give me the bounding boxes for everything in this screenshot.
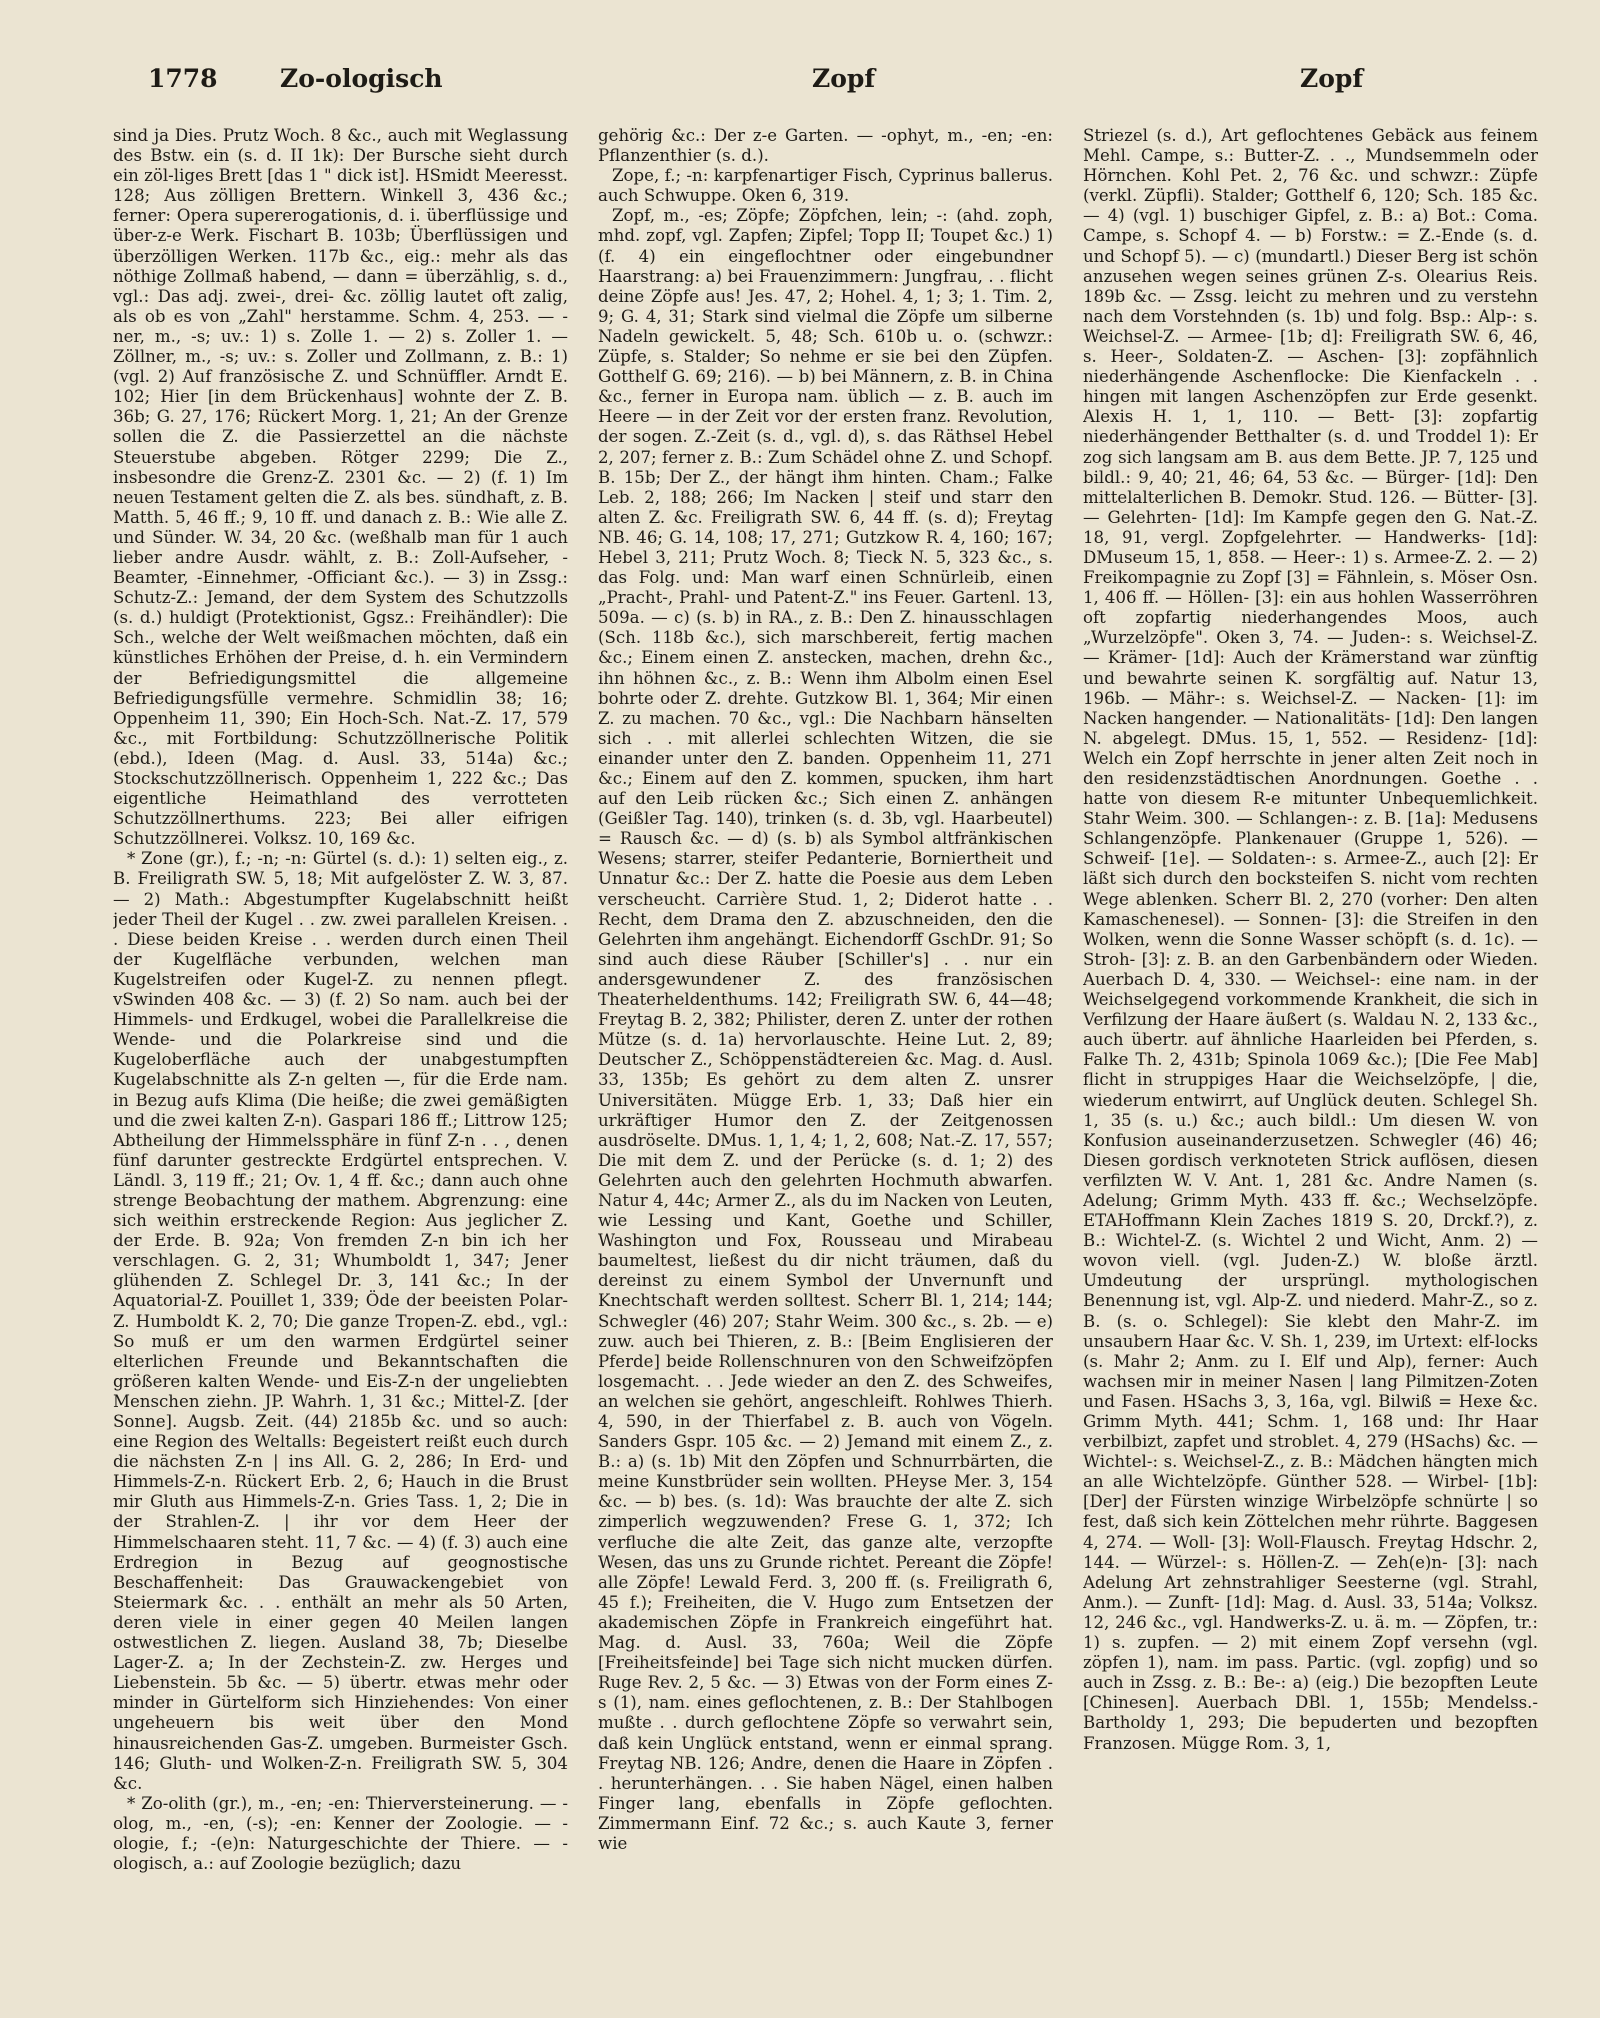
page-number: 1778 bbox=[148, 64, 218, 93]
entry-paragraph: Striezel (s. d.), Art geflochtenes Gebäck aus feinem Mehl. Campe, s.: Butter-Z. . ., Mundsemmeln oder Hörnchen. Kohl Pet. 2, 76 &c. und schwzr.: Züpfe (verkl. Züpfli). Stalder; Gotthelf 6, 120; Sch. 185 &c. — 4) (vgl. 1) buschiger Gipfel, z. B.: a) Bot.: Coma. Campe, s. Schopf 4. — b) Forstw.: = Z.-Ende (s. d. und Schopf 5). — c) (mundartl.) Dieser Berg ist schön anzusehen wegen seines grünen Z-s. Olearius Reis. 189b &c. — Zssg. leicht zu mehren und zu verstehn nach dem Vorstehnden (s. 1b) und folg. Bsp.: Alp-: s. Weichsel-Z. — Armee- [1b; d]: Freiligrath SW. 6, 46, s. Heer-, Soldaten-Z. — Aschen- [3]: zopfähnlich niederhängende Aschenflocke: Die Kienfackeln . . hingen mit langen Aschenzöpfen zur Erde gesenkt. Alexis H. 1, 1, 110. — Bett- [3]: zopfartig niederhängender Betthalter (s. d. und Troddel 1): Er zog sich langsam am B. aus dem Bette. JP. 7, 125 und bildl.: 9, 40; 21, 46; 64, 53 &c. — Bürger- [1d]: Den mittelalterlichen B. Demokr. Stud. 126. — Bütter- [3]. — Gelehrten- [1d]: Im Kampfe gegen den G. Nat.-Z. 18, 91, vergl. Zopfgelehrter. — Handwerks- [1d]: DMuseum 15, 1, 858. — Heer-: 1) s. Armee-Z. 2. — 2) Freikompagnie zu Zopf [3] = Fähnlein, s. Möser Osn. 1, 406 ff. — Höllen- [3]: ein aus hohlen Wasserröhren oft zopfartig niederhangendes Moos, auch „Wurzelzöpfe". Oken 3, 74. — Juden-: s. Weichsel-Z. — Krämer- [1d]: Auch der Krämerstand war zünftig und bewahrte seinen K. sorgfältig auf. Natur 13, 196b. — Mähr-: s. Weichsel-Z. — Nacken- [1]: im Nacken hangender. — Nationalitäts- [1d]: Den langen N. abgelegt. DMus. 15, 1, 552. — Residenz- [1d]: Welch ein Zopf herrschte in jener alten Zeit noch in den residenzstädtischen Anordnungen. Goethe . . hatte von diesem R-e mitunter Unbequemlichkeit. Stahr Weim. 300. — Schlangen-: z. B. [1a]: Medusens Schlangenzöpfe. Plankenauer (Gruppe 1, 526). — Schweif- [1e]. — Soldaten-: s. Armee-Z., auch [2]: Er läßt sich durch den bocksteifen S. nicht vom rechten Wege ablenken. Scherr Bl. 2, 270 (vorher: Den alten Kamaschenesel). — Sonnen- [3]: die Streifen in den Wolken, wenn die Sonne Wasser schöpft (s. d. 1c). — Stroh- [3]: z. B. an den Garbenbändern oder Wieden. Auerbach D. 4, 330. — Weichsel-: eine nam. in der Weichselgegend vorkommende Krankheit, die sich in Verfilzung der Haare äußert (s. Waldau N. 2, 133 &c., auch übertr. auf ähnliche Haarleiden bei Pferden, s. Falke Th. 2, 431b; Spinola 1069 &c.); [Die Fee Mab] flicht in struppiges Haar die Weichselzöpfe, | die, wiederum entwirrt, auf Unglück deuten. Schlegel Sh. 1, 35 (s. u.) &c.; auch bildl.: Um diesen W. von Konfusion auseinanderzusetzen. Schwegler (46) 46; Diesen gordisch verknoteten Strick auflösen, diesen verfilzten W. V. Ant. 1, 281 &c. Andre Namen (s. Adelung; Grimm Myth. 433 ff. &c.; Wechselzöpfe. ETAHoffmann Klein Zaches 1819 S. 20, Drckf.?), z. B.: Wichtel-Z. (s. Wichtel 2 und Wicht, Anm. 2) — wovon viell. (vgl. Juden-Z.) W. bloße ärztl. Umdeutung der ursprüngl. mythologischen Benennung ist, vgl. Alp-Z. und niederd. Mahr-Z., so z. B. (s. o. Schlegel): Sie klebt den Mahr-Z. im unsaubern Haar &c. V. Sh. 1, 239, im Urtext: elf-locks (s. Mahr 2; Anm. zu I. Elf und Alp), ferner: Auch wachsen mir in meiner Nasen | lang Pilmitzen-Zoten und Fasen. HSachs 3, 3, 16a, vgl. Bilwiß = Hexe &c. Grimm Myth. 441; Schm. 1, 168 und: Ihr Haar verbilbizt, zapfet und stroblet. 4, 279 (HSachs) &c. — Wichtel-: s. Weichsel-Z., z. B.: Mädchen hängten mich an alle Wichtelzöpfe. Günther 528. — Wirbel- [1b]: [Der] der Fürsten winzige Wirbelzöpfe schnürte | so fest, daß sich kein Zöttelchen mehr rührte. Baggesen 4, 274. — Woll- [3]: Woll-Flausch. Freytag Hdschr. 2, 144. — Würzel-: s. Höllen-Z. — Zeh(e)n- [3]: nach Adelung Art zehnstrahliger Seesterne (vgl. Strahl, Anm.). — Zunft- [1d]: Mag. d. Ausl. 33, 514a; Volksz. 12, 246 &c., vgl. Handwerks-Z. u. ä. m. — Zöpfen, tr.: 1) s. zupfen. — 2) mit einem Zopf versehn (vgl. zöpfen 1), nam. im pass. Partic. (vgl. zopfig) und so auch in Zssg. z. B.: Be-: a) (eig.) Die bezopften Leute [Chinesen]. Auerbach DBl. 1, 155b; Mendelss.-Bartholdy 1, 293; Die bepuderten und bezopften Franzosen. Mügge Rom. 3, 1, bbox=[1083, 126, 1538, 1753]
text-column-right bbox=[1083, 126, 1538, 1986]
text-column-left bbox=[113, 126, 568, 1986]
entry-paragraph: Zopf, m., -es; Zöpfe; Zöpfchen, lein; -: (ahd. zoph, mhd. zopf, vgl. Zapfen; Zipfel; Topp II; Toupet &c.) 1) (f. 4) ein eingeflochtner oder eingebundner Haarstrang: a) bei Frauenzimmern: Jungfrau, . . flicht deine Zöpfe aus! Jes. 47, 2; Hohel. 4, 1; 3; 1. Tim. 2, 9; G. 4, 31; Stark sind vielmal die Zöpfe um silberne Nadeln gewickelt. 5, 48; Sch. 610b u. o. (schwzr.: Züpfe, s. Stalder; So nehme er sie bei den Züpfen. Gotthelf G. 69; 216). — b) bei Männern, z. B. in China &c., ferner in Europa nam. üblich — z. B. auch im Heere — in der Zeit vor der ersten franz. Revolution, der sogen. Z.-Zeit (s. d., vgl. d), s. das Räthsel Hebel 2, 207; ferner z. B.: Zum Schädel ohne Z. und Schopf. B. 15b; Der Z., der hängt ihm hinten. Cham.; Falke Leb. 2, 188; 266; Im Nacken | steif und starr den alten Z. &c. Freiligrath SW. 6, 44 ff. (s. d); Freytag NB. 46; G. 14, 108; 17, 271; Gutzkow R. 4, 160; 167; Hebel 3, 211; Prutz Woch. 8; Tieck N. 5, 323 &c., s. das Folg. und: Man warf einen Schnürleib, einen „Pracht-, Prahl- und Patent-Z." ins Feuer. Gartenl. 13, 509a. — c) (s. b) in RA., z. B.: Den Z. hinausschlagen (Sch. 118b &c.), sich marschbereit, fertig machen &c.; Einem einen Z. anstecken, machen, drehn &c., ihn höhnen &c., z. B.: Wenn ihm Albolm einen Esel bohrte oder Z. drehte. Gutzkow Bl. 1, 364; Mir einen Z. zu machen. 70 &c., vgl.: Die Nachbarn hänselten sich . . mit allerlei schlechten Witzen, die sie einander unter den Z. banden. Oppenheim 11, 271 &c.; Einem auf den Z. kommen, spucken, ihm hart auf den Leib rücken &c.; Sich einen Z. anhängen (Geißler Tag. 140), trinken (s. d. 3b, vgl. Haarbeutel) = Rausch &c. — d) (s. b) als Symbol altfränkischen Wesens; starrer, steifer Pedanterie, Borniertheit und Unnatur &c.: Der Z. hatte die Poesie aus dem Leben verscheucht. Carrière Stud. 1, 2; Diderot hatte . . Recht, dem Drama den Z. abzuschneiden, den die Gelehrten ihm angehängt. Eichendorff GschDr. 91; So sind auch diese Räuber [Schiller's] . . nur ein andersgewundener Z. des französischen Theaterheldenthums. 142; Freiligrath SW. 6, 44—48; Freytag B. 2, 382; Philister, deren Z. unter der rothen Mütze (s. d. 1a) hervorlauschte. Heine Lut. 2, 89; Deutscher Z., Schöppenstädtereien &c. Mag. d. Ausl. 33, 135b; Es gehört zu dem alten Z. unsrer Universitäten. Mügge Erb. 1, 33; Daß hier ein urkräftiger Humor den Z. der Zeitgenossen ausdröselte. DMus. 1, 1, 4; 1, 2, 608; Nat.-Z. 17, 557; Die mit dem Z. und der Perücke (s. d. 1; 2) des Gelehrten auch den gelehrten Hochmuth abwarfen. Natur 4, 44c; Armer Z., als du im Nacken von Leuten, wie Lessing und Kant, Goethe und Schiller, Washington und Fox, Rousseau und Mirabeau baumeltest, ließest du dir nicht träumen, daß du dereinst zu einem Symbol der Unvernunft und Knechtschaft werden solltest. Scherr Bl. 1, 214; 144; Schwegler (46) 207; Stahr Weim. 300 &c., s. 2b. — e) zuw. auch bei Thieren, z. B.: [Beim Englisieren der Pferde] beide Rollenschnuren von den Schweifzöpfen losgemacht. . . Jede wieder an den Z. des Schweifes, an welchen sie gehört, angeschleift. Rohlwes Thierh. 4, 590, in der Thierfabel z. B. auch von Vögeln. Sanders Gspr. 105 &c. — 2) Jemand mit einem Z., z. B.: a) (s. 1b) Mit den Zöpfen und Schnurrbärten, die meine Kunstbrüder sein wollten. PHeyse Mer. 3, 154 &c. — b) bes. (s. 1d): Was brauchte der alte Z. sich zimperlich wegzuwenden? Frese G. 1, 372; Ich verfluche die alte Zeit, das ganze alte, verzopfte Wesen, das uns zu Grunde richtet. Pereant die Zöpfe! alle Zöpfe! Lewald Ferd. 3, 200 ff. (s. Freiligrath 6, 45 f.); Freiheiten, die V. Hugo zum Entsetzen der akademischen Zöpfe in Frankreich eingeführt hat. Mag. d. Ausl. 33, 760a; Weil die Zöpfe [Freiheitsfeinde] bei Tage sich nicht mucken dürfen. Ruge Rev. 2, 5 &c. — 3) Etwas von der Form eines Z-s (1), nam. eines geflochtenen, z. B.: Der Stahlbogen mußte . . durch geflochtene Zöpfe so verwahrt sein, daß kein Unglück entstand, wenn er einmal sprang. Freytag NB. 126; Andre, denen die Haare in Zöpfen . . herunterhängen. . . Sie haben Nägel, einen halben Finger lang, ebenfalls in Zöpfe geflochten. Zimmermann Einf. 72 &c.; s. auch Kaute 3, ferner wie bbox=[598, 206, 1053, 1853]
text-column-middle bbox=[598, 126, 1053, 1986]
center-catchword: Zopf bbox=[812, 64, 876, 93]
entry-paragraph: * Zone (gr.), f.; -n; -n: Gürtel (s. d.): 1) selten eig., z. B. Freiligrath SW. 5, 18; Mit aufgelöster Z. W. 3, 87. — 2) Math.: Abgestumpfter Kugelabschnitt heißt jeder Theil der Kugel . . zw. zwei parallelen Kreisen. . . Diese beiden Kreise . . werden durch einen Theil der Kugelfläche verbunden, welchen man Kugelstreifen oder Kugel-Z. zu nennen pflegt. vSwinden 408 &c. — 3) (f. 2) So nam. auch bei der Himmels- und Erdkugel, wobei die Parallelkreise die Wende- und die Polarkreise sind und die Kugeloberfläche auch der unabgestumpften Kugelabschnitte als Z-n gelten —, für die Erde nam. in Bezug aufs Klima (Die heiße; die zwei gemäßigten und die zwei kalten Z-n). Gaspari 186 ff.; Littrow 125; Abtheilung der Himmelssphäre in fünf Z-n . . , denen fünf darunter gestreckte Erdgürtel entsprechen. V. Ländl. 3, 119 ff.; 21; Ov. 1, 4 ff. &c.; dann auch ohne strenge Beobachtung der mathem. Abgrenzung: eine sich weithin erstreckende Region: Aus jeglicher Z. der Erde. B. 92a; Von fremden Z-n bin ich her verschlagen. G. 2, 31; Whumboldt 1, 347; Jener glühenden Z. Schlegel Dr. 3, 141 &c.; In der Aquatorial-Z. Pouillet 1, 339; Öde der beeisten Polar-Z. Humboldt K. 2, 70; Die ganze Tropen-Z. ebd., vgl.: So muß er um den warmen Erdgürtel seiner elterlichen Freunde und Bekanntschaften die größeren kalten Wende- und Eis-Z-n der ungeliebten Menschen ziehn. JP. Wahrh. 1, 31 &c.; Mittel-Z. [der Sonne]. Augsb. Zeit. (44) 2185b &c. und so auch: eine Region des Weltalls: Begeistert reißt euch durch die nächsten Z-n | ins All. G. 2, 286; In Erd- und Himmels-Z-n. Rückert Erb. 2, 6; Hauch in die Brust mir Gluth aus Himmels-Z-n. Gries Tass. 1, 2; Die in der Strahlen-Z. | ihr vor dem Heer der Himmelschaaren steht. 11, 7 &c. — 4) (f. 3) auch eine Erdregion in Bezug auf geognostische Beschaffenheit: Das Grauwackengebiet von Steiermark &c. . . enthält an mehr als 50 Arten, deren viele in einer gegen 40 Meilen langen ostwestlichen Z. liegen. Ausland 38, 7b; Dieselbe Lager-Z. a; In der Zechstein-Z. zw. Herges und Liebenstein. 5b &c. — 5) übertr. etwas mehr oder minder in Gürtelform sich Hinziehendes: Von einer ungeheuern bis weit über den Mond hinausreichenden Gas-Z. umgeben. Burmeister Gsch. 146; Gluth- und Wolken-Z-n. Freiligrath SW. 5, 304 &c. bbox=[113, 849, 568, 1793]
entry-paragraph: gehörig &c.: Der z-e Garten. — -ophyt, m., -en; -en: Pflanzenthier (s. d.). bbox=[598, 126, 1053, 166]
entry-paragraph: sind ja Dies. Prutz Woch. 8 &c., auch mit Weglassung des Bstw. ein (s. d. II 1k): Der Bursche sieht durch ein zöl-liges Brett [das 1 " dick ist]. HSmidt Meeresst. 128; Aus zölligen Brettern. Winkell 3, 436 &c.; ferner: Opera supererogationis, d. i. überflüssige und über-z-e Werk. Fischart B. 103b; Überflüssigen und überzölligen Werken. 117b &c., eig.: mehr als das nöthige Zollmaß habend, — dann = überzählig, s. d., vgl.: Das adj. zwei-, drei- &c. zöllig lautet oft zalig, als ob es von „Zahl" herstamme. Schm. 4, 253. — -ner, m., -s; uv.: 1) s. Zolle 1. — 2) s. Zoller 1. — Zöllner, m., -s; uv.: s. Zoller und Zollmann, z. B.: 1) (vgl. 2) Auf französische Z. und Schnüffler. Arndt E. 102; Hier [in dem Brückenhaus] wohnte der Z. B. 36b; G. 27, 176; Rückert Morg. 1, 21; An der Grenze sollen die Z. die Passierzettel an die nächste Steuerstube abgeben. Rötger 2299; Die Z., insbesondre die Grenz-Z. 2301 &c. — 2) (f. 1) Im neuen Testament gelten die Z. als bes. sündhaft, z. B. Matth. 5, 46 ff.; 9, 10 ff. und danach z. B.: Wie alle Z. und Sünder. W. 34, 20 &c. (weßhalb man für 1 auch lieber andre Ausdr. wählt, z. B.: Zoll-Aufseher, -Beamter, -Einnehmer, -Officiant &c.). — 3) in Zssg.: Schutz-Z.: Jemand, der dem System des Schutzzolls (s. d.) huldigt (Protektionist, Ggsz.: Freihändler): Die Sch., welche der Welt weißmachen möchten, daß ein künstliches Erhöhen der Preise, d. h. ein Vermindern der Befriedigungsmittel die allgemeine Befriedigungsfülle vermehre. Schmidlin 38; 16; Oppenheim 11, 390; Ein Hoch-Sch. Nat.-Z. 17, 579 &c., mit Fortbildung: Schutzzöllnerische Politik (ebd.), Ideen (Mag. d. Ausl. 33, 514a) &c.; Stockschutzzöllnerisch. Oppenheim 1, 222 &c.; Das eigentliche Heimathland des verrotteten Schutzzöllnerthums. 223; Bei aller eifrigen Schutzzöllnerei. Volksz. 10, 169 &c. bbox=[113, 126, 568, 849]
running-header bbox=[0, 64, 1600, 104]
entry-paragraph: Zope, f.; -n: karpfenartiger Fisch, Cyprinus ballerus. auch Schwuppe. Oken 6, 319. bbox=[598, 166, 1053, 206]
right-catchword: Zopf bbox=[1300, 64, 1364, 93]
left-catchword: Zo-ologisch bbox=[280, 64, 443, 93]
entry-paragraph: * Zo-olith (gr.), m., -en; -en: Thierversteinerung. — -olog, m., -en, (-s); -en: Kenner der Zoologie. — -ologie, f.; -(e)n: Naturgeschichte der Thiere. — -ologisch, a.: auf Zoologie bezüglich; dazu bbox=[113, 1793, 568, 1874]
